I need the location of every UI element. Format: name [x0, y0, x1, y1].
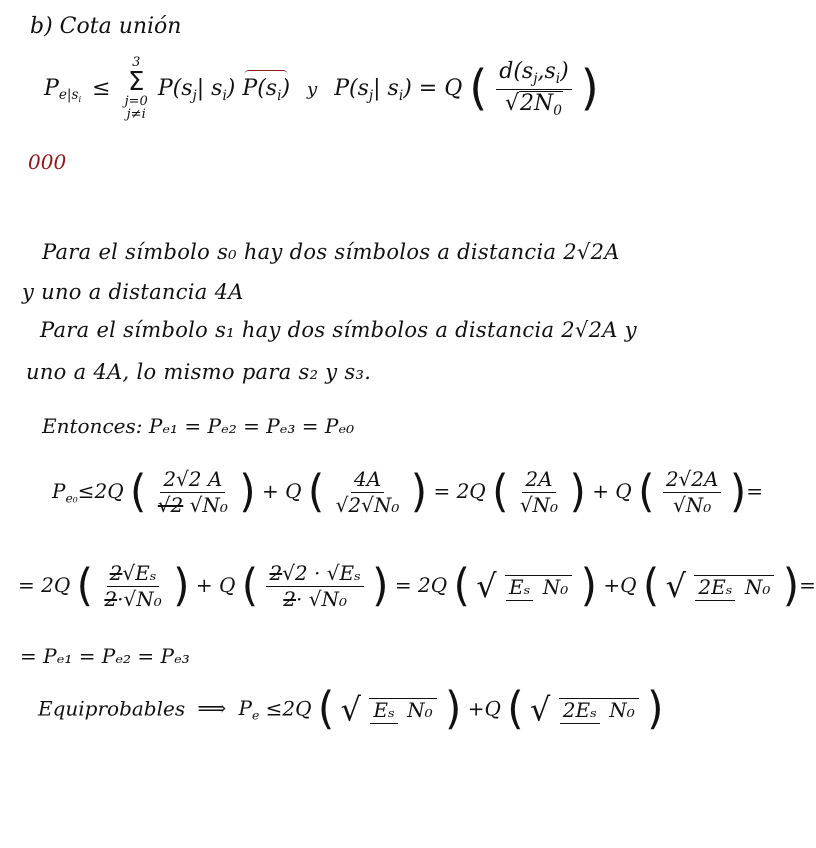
leq-symbol: ≤	[92, 75, 111, 101]
prior-prob-term: $P(s_i)$	[242, 76, 290, 104]
right-paren: )	[173, 559, 190, 611]
left-paren: (	[76, 559, 93, 611]
sqrt-icon: √	[665, 566, 687, 605]
equation-row-2	[18, 559, 816, 611]
final-fraction-2	[559, 698, 639, 722]
plus-q: + Q	[592, 479, 632, 503]
left-paren: (	[130, 465, 147, 517]
equation-row-4	[38, 682, 664, 735]
paragraph-s0-cont	[22, 280, 244, 304]
leq-2q: ≤2Q	[265, 696, 312, 721]
equals-sign: =	[746, 479, 763, 503]
final-fraction-1-num: Eₛ	[370, 698, 397, 724]
plus-q: +Q	[603, 573, 637, 597]
entonces-line: Entonces: Pₑ₁ = Pₑ₂ = Pₑ₃ = Pₑ₀	[42, 414, 355, 438]
sum-lower-limit: j=0	[124, 94, 148, 109]
left-paren: (	[307, 465, 325, 517]
fraction-es-4-num: 2Eₛ	[695, 575, 735, 601]
pe0-symbol: $P_{e_0}$	[52, 479, 78, 506]
fraction-es-3-den: N₀	[542, 574, 569, 599]
paragraph-s1-cont	[26, 360, 371, 384]
distance-denominator: $√2N_0$	[505, 90, 562, 119]
distance-fraction	[496, 59, 571, 118]
pe-symbol: $P_e$	[238, 696, 260, 723]
fraction-3	[517, 468, 561, 517]
right-paren: )	[580, 58, 599, 116]
left-paren: (	[241, 559, 259, 611]
conditional-definition: $P(s_j|$ $s_i) = Q$	[334, 75, 463, 104]
fraction-es-2	[266, 562, 363, 611]
equiprobables-label: Equiprobables	[38, 696, 186, 721]
fraction-1-num: 2√2 A	[160, 468, 225, 493]
fraction-2-den: √2√N₀	[335, 493, 400, 517]
paragraph-s1	[40, 318, 637, 342]
sum-upper-limit: 3	[132, 55, 141, 70]
left-paren: (	[638, 465, 655, 517]
fraction-es-1	[101, 562, 164, 611]
leq-2q: ≤2Q	[77, 479, 124, 503]
left-paren: (	[507, 682, 524, 735]
right-paren: )	[410, 465, 428, 517]
right-paren: )	[445, 682, 462, 735]
paragraph-s0-line1: Para el símbolo s₀ hay dos símbolos a distancia 2√2A	[42, 240, 620, 264]
summation	[125, 56, 148, 121]
fraction-es-2-den: 2· √N₀	[283, 587, 347, 611]
distance-numerator: $d(s_j,s_i)$	[496, 59, 571, 89]
red-annotation: 000	[28, 150, 67, 174]
paragraph-s0	[42, 240, 620, 264]
right-paren: )	[729, 465, 747, 517]
left-paren: (	[317, 682, 335, 735]
fraction-es-4	[694, 575, 774, 599]
plus-q: + Q	[195, 573, 236, 597]
plus-q: + Q	[261, 479, 302, 503]
left-paren: (	[492, 465, 509, 517]
right-paren: )	[580, 559, 598, 611]
right-paren: )	[647, 682, 664, 735]
fraction-es-2-num: 2√2 · √Eₛ	[266, 562, 363, 587]
equation-row-3: = Pₑ₁ = Pₑ₂ = Pₑ₃	[20, 644, 190, 668]
final-fraction-2-den: N₀	[609, 697, 635, 722]
fraction-4-den: √N₀	[673, 493, 712, 517]
plus-q: +Q	[467, 696, 501, 721]
fraction-3-num: 2A	[522, 468, 555, 493]
final-fraction-2-num: 2Eₛ	[560, 698, 600, 724]
connector-y: y	[307, 78, 318, 100]
union-bound-formula	[44, 56, 599, 121]
implies-arrow-icon: ⟹	[197, 696, 227, 721]
section-heading	[30, 14, 181, 39]
fraction-es-4-den: N₀	[744, 574, 771, 599]
equals-2q: = 2Q	[394, 573, 448, 597]
paragraph-s1-line2: uno a 4A, lo mismo para s₂ y s₃.	[26, 360, 372, 384]
fraction-es-1-den: 2·√N₀	[104, 587, 162, 611]
sum-exclusion: j≠i	[126, 107, 146, 122]
fraction-es-1-num: 2√Eₛ	[107, 562, 160, 587]
right-paren: )	[569, 465, 586, 517]
equals-sign: =	[799, 573, 816, 597]
fraction-4	[663, 468, 722, 517]
equals-2q: = 2Q	[433, 479, 486, 503]
sqrt-icon: √	[476, 566, 497, 605]
fraction-es-3-num: Eₛ	[506, 575, 533, 601]
final-fraction-1-den: N₀	[407, 697, 433, 722]
perror-symbol: $P_{e|s_i}$	[44, 75, 82, 105]
fraction-3-den: √N₀	[519, 493, 559, 517]
fraction-2-num: 4A	[351, 468, 384, 493]
equals-2q: = 2Q	[18, 573, 71, 597]
right-paren: )	[239, 465, 256, 517]
right-paren: )	[782, 559, 800, 611]
sqrt-icon: √	[530, 690, 551, 729]
sigma-icon: Σ	[127, 67, 145, 97]
fraction-1-den: √2 √N₀	[157, 493, 228, 517]
equation-row-1	[52, 465, 763, 517]
sqrt-icon: √	[340, 690, 362, 729]
final-fraction-1	[369, 698, 436, 722]
fraction-1	[155, 468, 231, 517]
conditional-prob-term: $P(s_j|$ $s_i$)	[157, 75, 236, 104]
left-paren: (	[642, 559, 660, 611]
fraction-2	[333, 468, 403, 517]
overbrace-mark	[244, 70, 288, 75]
left-paren: (	[469, 58, 488, 116]
right-paren: )	[372, 559, 389, 611]
left-paren: (	[453, 559, 470, 611]
paragraph-s0-line2: y uno a distancia 4A	[22, 280, 244, 304]
paragraph-s1-line1: Para el símbolo s₁ hay dos símbolos a distancia 2√2A y	[40, 318, 637, 342]
fraction-4-num: 2√2A	[663, 468, 722, 493]
fraction-es-3	[505, 575, 572, 599]
section-heading-text: b) Cota unión	[30, 14, 182, 39]
